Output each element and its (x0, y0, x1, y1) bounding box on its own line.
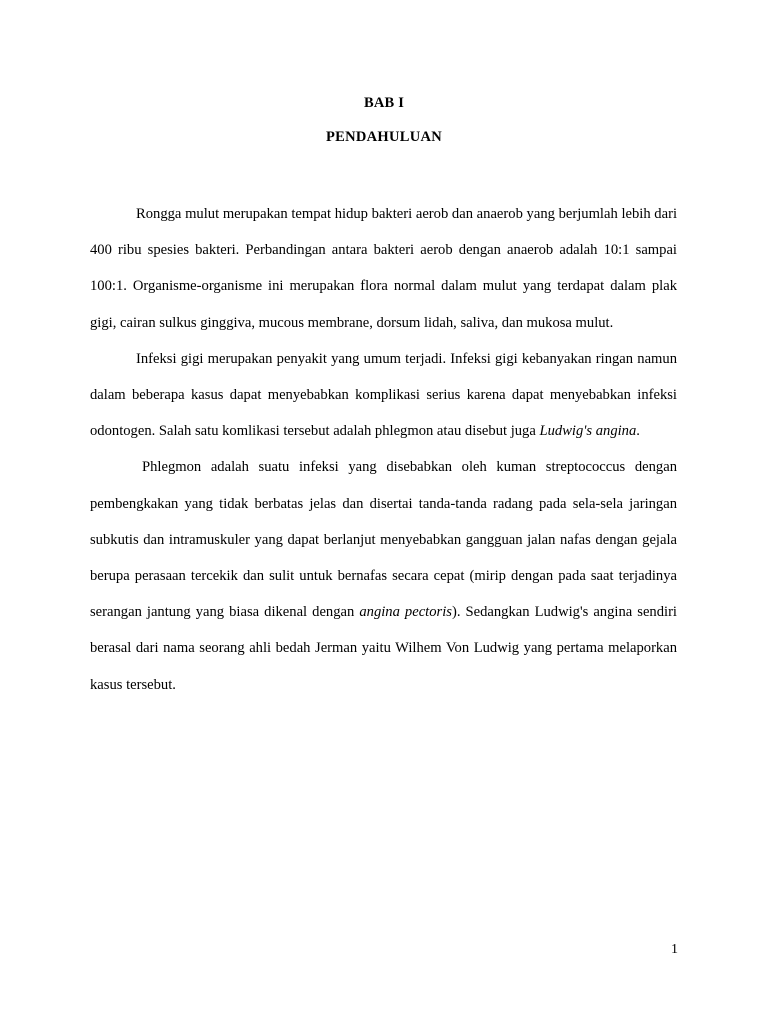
italic-term-ludwigs-angina: Ludwig's angina (539, 423, 637, 440)
paragraph-text: Infeksi gigi merupakan penyakit yang umum terjadi. Infeksi gigi kebanyakan ringan namun dalam beberapa kasus dapat menyebabkan komplikasi serius karena dapat menyebabkan infeksi odontogen. Salah satu komlikasi tersebut adalah phlegmon atau disebut juga (90, 350, 677, 440)
paragraph-dental-infection (90, 341, 677, 450)
italic-term-angina-pectoris: angina pectoris (359, 604, 452, 621)
chapter-title: PENDAHULUAN (325, 129, 443, 145)
body-text (90, 196, 677, 703)
chapter-label: BAB I (363, 95, 405, 111)
paragraph-text-end: ). Sedangkan Ludwig's angina sendiri berasal dari nama seorang ahli bedah Jerman yaitu Wilhem Von Ludwig yang pertama melaporkan kasus tersebut. (90, 604, 677, 693)
page-number: 1 (671, 942, 678, 957)
paragraph-text: Rongga mulut merupakan tempat hidup bakteri aerob dan anaerob yang berjumlah lebih dari 400 ribu spesies bakteri. Perbandingan antara bakteri aerob dengan anaerob adalah 10:1 sampai 100:1. Organisme-organisme ini merupakan flora normal dalam mulut yang terdapat dalam plak gigi, cairan sulkus ginggiva, mucous membrane, dorsum lidah, saliva, dan mukosa mulut. (90, 206, 677, 331)
paragraph-text: Phlegmon adalah suatu infeksi yang disebabkan oleh kuman streptococcus dengan pembengkakan yang tidak berbatas jelas dan disertai tanda-tanda radang pada sela-sela jaringan subkutis dan intramuskuler yang dapat berlanjut menyebabkan gangguan jalan nafas dengan gejala berupa perasaan tercekik dan sulit untuk bernafas secara cepat (mirip dengan pada saat terjadinya serangan jantung yang biasa dikenal dengan (90, 459, 677, 621)
paragraph-text-end: . (636, 423, 640, 440)
paragraph-phlegmon (90, 449, 677, 702)
paragraph-oral-cavity (90, 196, 677, 341)
